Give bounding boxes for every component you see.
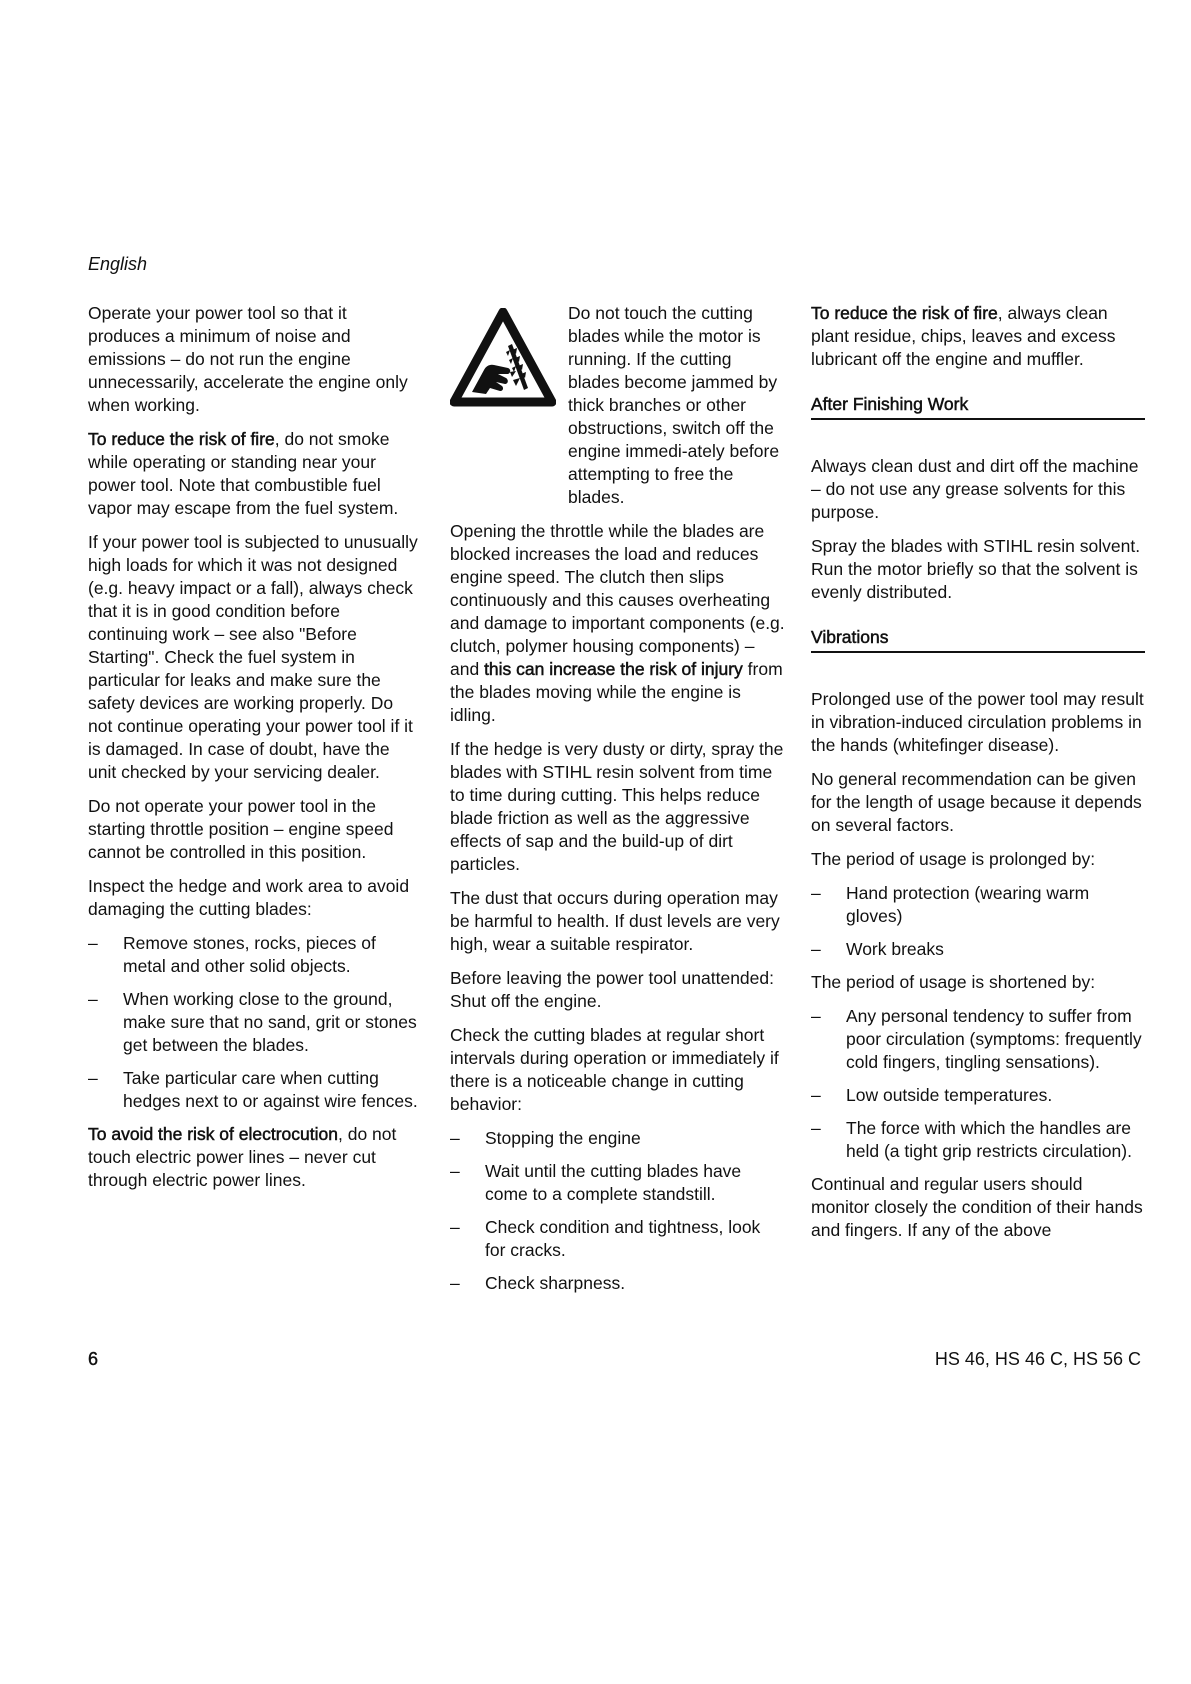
list-item: – Any personal tendency to suffer from poor circulation (symptoms: frequently cold fingers, tingling sensations). (811, 1006, 1142, 1072)
paragraph: The period of usage is prolonged by: (811, 849, 1096, 869)
column-1 (88, 302, 420, 1203)
model-names: HS 46, HS 46 C, HS 56 C (934, 1349, 1141, 1369)
dash-list (450, 1127, 785, 1295)
paragraph-fire-risk (88, 428, 420, 520)
list-item: – Check sharpness. (450, 1273, 626, 1293)
paragraph: If your power tool is subjected to unusually high loads for which it was not designed (e.g. heavy impact or a fall), always check that it is in good condition before continuing work – see also "Before Starting". Check the fuel system in particular for leaks and make sure the safety devices are working properly. Do not continue operating your power tool if it is damaged. In case of doubt, have the unit checked by your servicing dealer. (88, 532, 418, 782)
paragraph: Before leaving the power tool unattended: Shut off the engine. (450, 968, 774, 1011)
dash-bullet: – (88, 933, 98, 953)
list-item: – Check condition and tightness, look for cracks. (450, 1217, 761, 1260)
paragraph: Prolonged use of the power tool may result in vibration-induced circulation problems in the hands (whitefinger disease). (811, 689, 1144, 755)
dash-bullet: – (88, 1068, 98, 1088)
list-item: – Remove stones, rocks, pieces of metal and other solid objects. (88, 933, 376, 976)
list-item: – Wait until the cutting blades have come to a complete standstill. (450, 1161, 742, 1204)
paragraph: Spray the blades with STIHL resin solvent. Run the motor briefly so that the solvent is evenly distributed. (811, 536, 1141, 602)
dash-list (811, 1005, 1145, 1163)
paragraph: Continual and regular users should monitor closely the condition of their hands and fingers. If any of the above (811, 1174, 1143, 1240)
dash-bullet: – (450, 1273, 460, 1293)
page-number: 6 (88, 1349, 99, 1369)
dash-bullet: – (811, 1085, 821, 1105)
list-item: – Take particular care when cutting hedges next to or against wire fences. (88, 1068, 418, 1111)
section-heading-after-finishing-work: After Finishing Work (811, 393, 1145, 420)
dash-bullet: – (811, 939, 821, 959)
dash-list (811, 882, 1145, 961)
dash-bullet: – (88, 989, 98, 1009)
paragraph-throttle: Opening the throttle while the blades are blocked increases the load and reduces engine speed. The clutch then slips continuously and this causes overheating and damage to important components (e.g. clutch, polymer housing components) – and this can increase the risk of injury from the blades moving while the engine is idling. (450, 521, 785, 725)
dash-bullet: – (811, 883, 821, 903)
dash-bullet: – (450, 1161, 460, 1181)
list-item: – Stopping the engine (450, 1128, 641, 1148)
emphasis-text: this can increase the risk of injury (484, 659, 743, 679)
paragraph: If the hedge is very dusty or dirty, spray the blades with STIHL resin solvent from time to time during cutting. This helps reduce blade friction as well as the aggressive effects of sap and the build-up of dirt particles. (450, 739, 784, 874)
language-label: English (88, 254, 148, 274)
list-item: – Hand protection (wearing warm gloves) (811, 883, 1090, 926)
emphasis-text: To reduce the risk of fire (811, 303, 998, 323)
warning-text: Do not touch the cutting blades while the motor is running. If the cutting blades become jammed by thick branches or other obstructions, switch off the engine immedi-ately before attempting to free the blades. (568, 303, 780, 507)
paragraph: Check the cutting blades at regular short intervals during operation or immediately if there is a noticeable change in cutting behavior: (450, 1025, 779, 1114)
paragraph-text: , do not smoke while operating or standing near your power tool. Note that combustible fuel vapor may escape from the fuel system. (88, 429, 399, 518)
emphasis-text: To avoid the risk of electrocution (88, 1124, 338, 1144)
paragraph-text: , do not touch electric power lines – never cut through electric power lines. (88, 1124, 397, 1190)
dash-bullet: – (811, 1006, 821, 1026)
dash-bullet: – (450, 1217, 460, 1237)
warning-block (450, 302, 785, 509)
list-item: – Work breaks (811, 939, 944, 959)
hand-cutting-hazard-icon (450, 308, 556, 408)
column-2 (450, 302, 785, 1305)
section-heading-vibrations: Vibrations (811, 626, 1145, 653)
paragraph-fire-risk: To reduce the risk of fire, always clean plant residue, chips, leaves and excess lubricant off the engine and muffler. (811, 303, 1116, 369)
paragraph: The dust that occurs during operation may be harmful to health. If dust levels are very high, wear a suitable respirator. (450, 888, 780, 954)
paragraph-electrocution (88, 1123, 420, 1192)
paragraph: Operate your power tool so that it produces a minimum of noise and emissions – do not run the engine unnecessarily, accelerate the engine only when working. (88, 303, 408, 415)
list-item: – Low outside temperatures. (811, 1085, 1053, 1105)
paragraph: The period of usage is shortened by: (811, 972, 1096, 992)
emphasis-text: To reduce the risk of fire (88, 429, 275, 449)
paragraph: Inspect the hedge and work area to avoid damaging the cutting blades: (88, 876, 410, 919)
dash-bullet: – (450, 1128, 460, 1148)
paragraph: Always clean dust and dirt off the machine – do not use any grease solvents for this purpose. (811, 456, 1139, 522)
dash-bullet: – (811, 1118, 821, 1138)
dash-list (88, 932, 420, 1113)
paragraph: No general recommendation can be given for the length of usage because it depends on several factors. (811, 769, 1142, 835)
column-3 (811, 302, 1145, 1253)
paragraph: Do not operate your power tool in the starting throttle position – engine speed cannot be controlled in this position. (88, 796, 394, 862)
list-item: – When working close to the ground, make sure that no sand, grit or stones get between the blades. (88, 989, 417, 1055)
list-item: – The force with which the handles are held (a tight grip restricts circulation). (811, 1118, 1132, 1161)
